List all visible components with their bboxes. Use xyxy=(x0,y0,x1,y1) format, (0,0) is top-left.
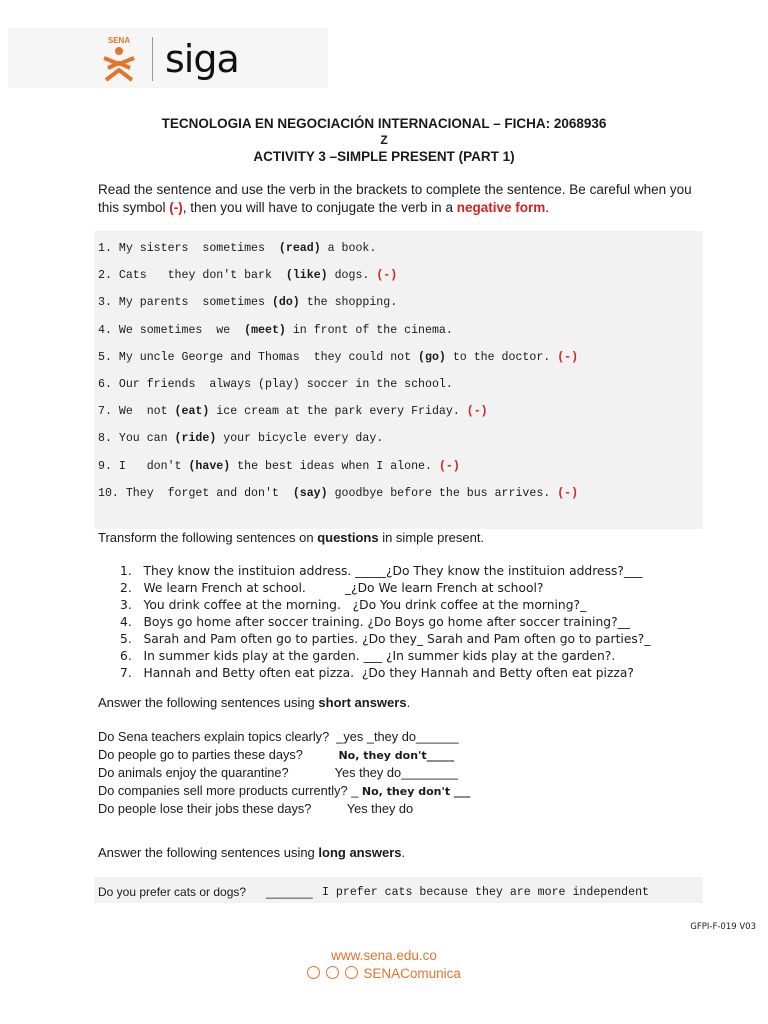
social-icon-2 xyxy=(326,966,339,979)
exercise1-item: 8. You can (ride) your bicycle every day. xyxy=(98,432,384,446)
negative-marker: (-) xyxy=(376,269,398,283)
long-answer-blank: _______ xyxy=(266,885,313,899)
short-answer-item: Do companies sell more products currently? _ No, they don't ___ xyxy=(98,783,471,798)
svg-text:SENA: SENA xyxy=(107,36,131,45)
exercise1-item: 4. We sometimes we (meet) in front of the cinema. xyxy=(98,323,453,337)
long-answer-text: I prefer cats because they are more independent xyxy=(322,886,649,899)
short-answers-list xyxy=(98,728,470,818)
negative-symbol: (-) xyxy=(169,200,183,215)
exercise1-item: 9. I don't (have) the best ideas when I alone. (-) xyxy=(98,459,460,473)
short-answer-item: Do people go to parties these days? No, they don't_____ xyxy=(98,747,455,762)
question-item: 2. We learn French at school. _¿Do We learn French at school? xyxy=(120,581,544,595)
social-icon-3 xyxy=(345,966,358,979)
sena-logo-icon xyxy=(96,34,142,84)
exercise1-item: 1. My sisters sometimes (read) a book. xyxy=(98,242,377,255)
question-item: 6. In summer kids play at the garden. ___ ¿In summer kids play at the garden?. xyxy=(120,649,616,663)
siga-logo: siga xyxy=(165,37,239,81)
document-title-line2: Z xyxy=(380,133,388,147)
question-item: 1. They know the instituion address. _____¿Do They know the instituion address?___ xyxy=(120,564,643,578)
document-code: GFPI-F-019 V03 xyxy=(690,922,756,932)
exercise1-list xyxy=(98,240,578,512)
social-handle: SENAComunica xyxy=(363,966,461,981)
short-answers-instruction: Answer the following sentences using short answers. xyxy=(98,695,411,710)
negative-marker: (-) xyxy=(557,486,579,500)
question-item: 5. Sarah and Pam often go to parties. ¿Do they_ Sarah and Pam often go to parties?_ xyxy=(120,632,651,646)
activity-title: ACTIVITY 3 –SIMPLE PRESENT (PART 1) xyxy=(253,149,515,164)
exercise1-item: 6. Our friends always (play) soccer in the school. xyxy=(98,377,453,391)
exercise1-item: 5. My uncle George and Thomas they could not (go) to the doctor. (-) xyxy=(98,350,579,364)
question-item: 3. You drink coffee at the morning. ¿Do You drink coffee at the morning?_ xyxy=(120,598,587,612)
negative-marker: (-) xyxy=(557,350,579,364)
question-item: 4. Boys go home after soccer training. ¿Do Boys go home after soccer training?__ xyxy=(120,615,630,629)
short-answer-item: Do Sena teachers explain topics clearly? _yes _they do______ xyxy=(98,729,459,744)
logo-divider xyxy=(152,37,153,81)
negative-marker: (-) xyxy=(466,405,488,419)
questions-list xyxy=(120,563,650,682)
exercise1-item: 3. My parents sometimes (do) the shopping. xyxy=(98,296,398,310)
footer-url: www.sena.edu.co xyxy=(331,948,437,963)
short-answer-item: Do animals enjoy the quarantine? Yes they do________ xyxy=(98,765,459,780)
exercise1-item: 7. We not (eat) ice cream at the park every Friday. (-) xyxy=(98,405,488,419)
question-item: 7. Hannah and Betty often eat pizza. ¿Do they Hannah and Betty often eat pizza? xyxy=(120,666,634,680)
short-answer-item: Do people lose their jobs these days? Yes they do xyxy=(98,801,414,816)
long-answer-question: Do you prefer cats or dogs? xyxy=(98,885,247,899)
footer-social xyxy=(0,966,768,981)
instructions-paragraph: Read the sentence and use the verb in the brackets to complete the sentence. Be careful when you this symbol (-), then you will have to conjugate the verb in a negative form. xyxy=(98,182,692,215)
document-title: TECNOLOGIA EN NEGOCIACIÓN INTERNACIONAL – FICHA: 2068936 xyxy=(161,116,607,131)
negative-form-text: negative form xyxy=(456,200,546,215)
long-answers-instruction: Answer the following sentences using long answers. xyxy=(98,845,406,860)
header-logo xyxy=(96,34,239,84)
questions-instruction: Transform the following sentences on questions in simple present. xyxy=(98,530,485,545)
negative-marker: (-) xyxy=(438,459,460,473)
exercise1-item: 2. Cats they don't bark (like) dogs. (-) xyxy=(98,269,398,283)
social-icon-1 xyxy=(307,966,320,979)
exercise1-item: 10. They forget and don't (say) goodbye before the bus arrives. (-) xyxy=(98,486,579,500)
